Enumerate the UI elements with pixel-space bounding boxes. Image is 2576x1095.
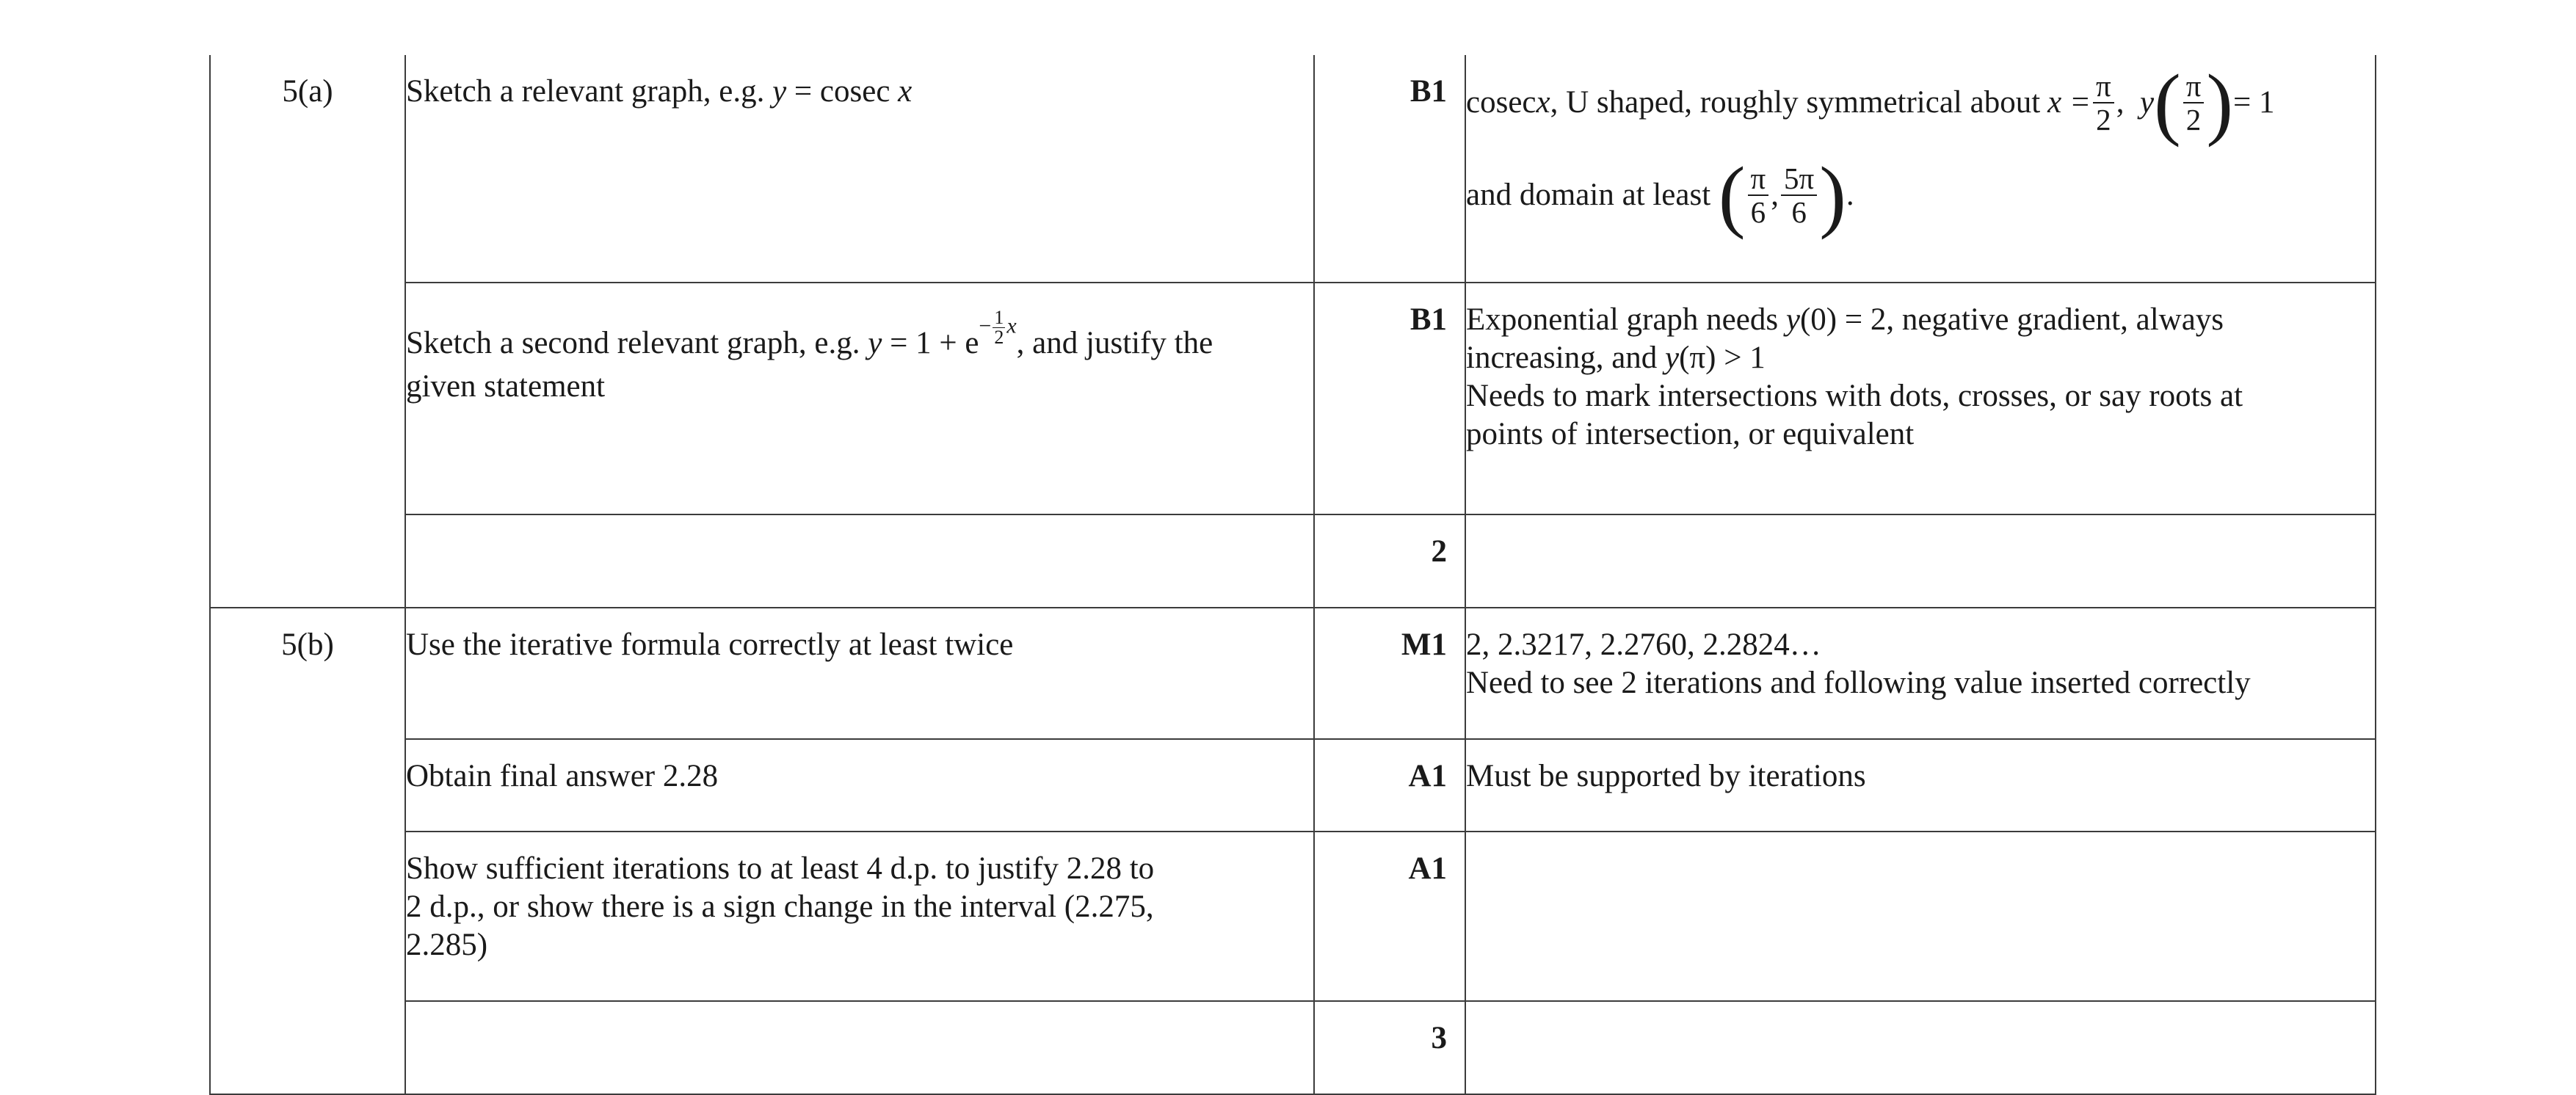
fraction: $\frac{5\pi}{6}$: [1781, 162, 1817, 228]
mark-total: 2: [1431, 534, 1447, 569]
fraction: $\frac{\pi}{2}$: [2093, 70, 2114, 136]
mark-cell: [1314, 832, 1465, 1001]
table-row: [210, 608, 2376, 739]
answer-cell: [405, 1001, 1314, 1094]
guidance-cell: [1465, 55, 2376, 283]
guidance-cell: [1465, 832, 2376, 1001]
mark-code: M1: [1401, 627, 1447, 662]
mark-code: B1: [1409, 302, 1447, 337]
table-row: [210, 55, 2376, 283]
mark-cell: [1314, 739, 1465, 832]
table-row: [210, 832, 2376, 1001]
answer-cell: Sketch a relevant graph, e.g. y = cosec x: [405, 55, 1314, 283]
question-number: 5(b): [281, 627, 334, 662]
guidance-cell: Must be supported by iterations: [1465, 739, 2376, 832]
question-number-cell: [210, 55, 405, 608]
mark-code: A1: [1408, 851, 1447, 886]
guidance-line: cosec x , U shaped, roughly symmetrical about x = $\frac{\pi}{2}$ , y ( $\frac{\pi}{2}$ ) = 1: [1466, 58, 2275, 148]
mark-code: B1: [1409, 74, 1447, 109]
question-number: 5(a): [282, 74, 333, 109]
guidance-cell: [1465, 1001, 2376, 1094]
mark-total-cell: [1314, 1001, 1465, 1094]
table-row: [210, 739, 2376, 832]
answer-cell: Use the iterative formula correctly at least twice: [405, 608, 1314, 739]
table-row: [210, 283, 2376, 514]
mark-code: A1: [1408, 759, 1447, 793]
mark-cell: [1314, 608, 1465, 739]
mark-cell: [1314, 283, 1465, 514]
table-row: [210, 514, 2376, 608]
answer-cell: Sketch a second relevant graph, e.g. y = 1 + e− $\frac{1}{2}$ x, and justify the given statement: [405, 283, 1314, 514]
table-row: [210, 1001, 2376, 1094]
guidance-cell: Exponential graph needs y(0) = 2, negative gradient, always increasing, and y(π) > 1 Needs to mark intersections with dots, crosses, or say roots at points of intersection, or equivalent: [1465, 283, 2376, 514]
answer-cell: Show sufficient iterations to at least 4 d.p. to justify 2.28 to 2 d.p., or show there is a sign change in the interval (2.275, 2.285): [405, 832, 1314, 1001]
answer-cell: Obtain final answer 2.28: [405, 739, 1314, 832]
mark-total: 3: [1431, 1021, 1447, 1055]
guidance-cell: 2, 2.3217, 2.2760, 2.2824… Need to see 2 iterations and following value inserted correctly: [1465, 608, 2376, 739]
guidance-line: and domain at least ( $\frac{\pi}{6}$ , $\frac{5\pi}{6}$ ) .: [1466, 150, 1854, 240]
mark-total-cell: [1314, 514, 1465, 608]
guidance-cell: [1465, 514, 2376, 608]
question-number-cell: [210, 608, 405, 1094]
mark-cell: [1314, 55, 1465, 283]
exponent: − $\frac{1}{2}$ x: [979, 306, 1017, 348]
fraction: $\frac{\pi}{2}$: [2183, 70, 2205, 136]
mark-scheme-table: [209, 55, 2376, 1095]
answer-cell: [405, 514, 1314, 608]
fraction: $\frac{\pi}{6}$: [1748, 162, 1769, 228]
